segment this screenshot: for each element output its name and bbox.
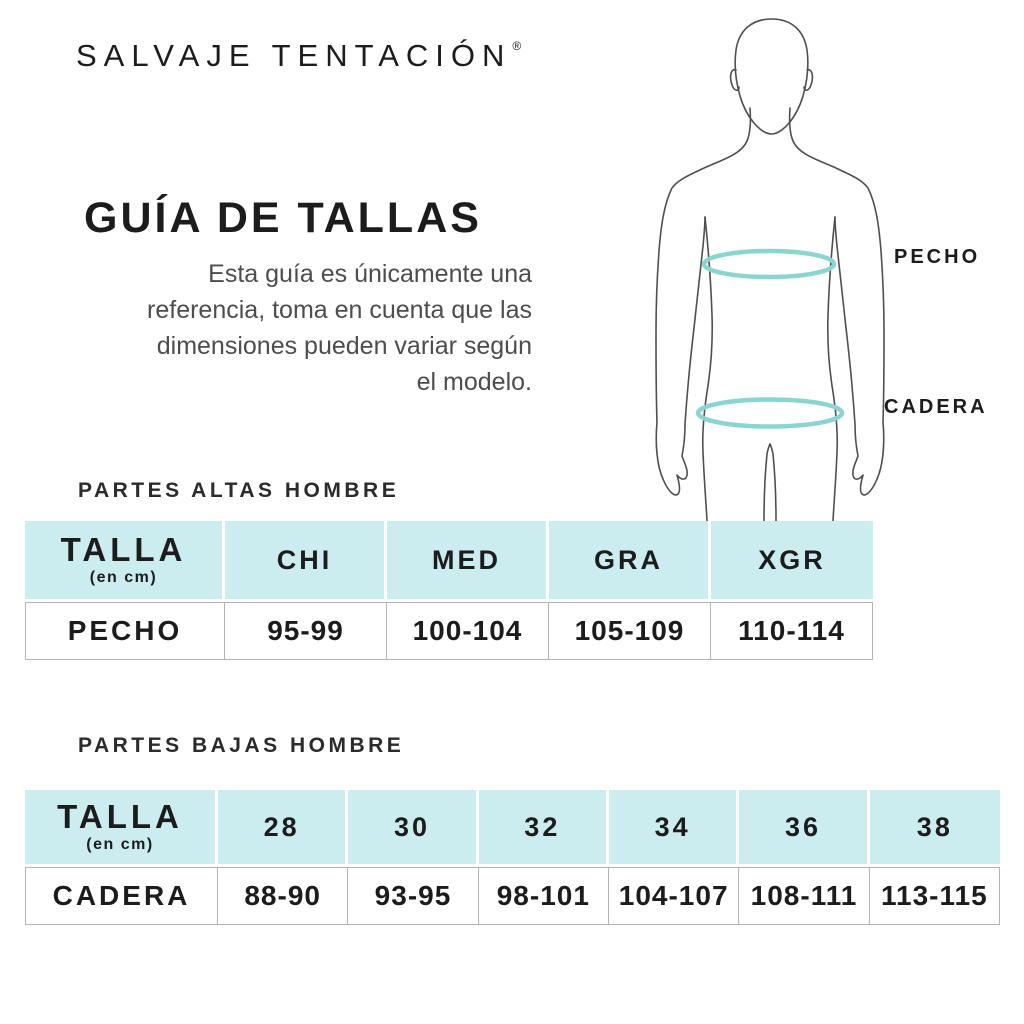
bottoms-header-cell-size: 36 <box>739 790 869 864</box>
tops-header-cell-size: GRA <box>549 521 711 599</box>
bottoms-header-cell-talla <box>25 790 218 864</box>
chest-measure-label: PECHO <box>894 246 981 268</box>
tops-value-cell: 110-114 <box>711 602 873 660</box>
tops-value-cell: 105-109 <box>549 602 711 660</box>
bottoms-value-cell: 104-107 <box>609 867 739 925</box>
tops-value-cell: 100-104 <box>387 602 549 660</box>
brand-logo <box>76 38 521 74</box>
bottoms-value-cell: 88-90 <box>218 867 348 925</box>
bottoms-value-cell: 93-95 <box>348 867 478 925</box>
talla-label: TALLA <box>57 797 183 835</box>
bottoms-value-cell: 108-111 <box>739 867 869 925</box>
tops-row-label-cell: PECHO <box>25 602 225 660</box>
bottoms-value-cell: 113-115 <box>870 867 1000 925</box>
tops-header-cell-size: XGR <box>711 521 873 599</box>
talla-unit-label: (en cm) <box>86 836 154 854</box>
head-outline <box>735 19 808 134</box>
tops-size-table <box>25 521 873 660</box>
bottoms-size-table <box>25 790 1000 925</box>
bottoms-header-cell-size: 38 <box>870 790 1000 864</box>
intro-description <box>48 256 532 400</box>
section-title-tops: PARTES ALTAS HOMBRE <box>78 479 400 502</box>
registered-mark: ® <box>512 39 522 53</box>
tops-value-cell: 95-99 <box>225 602 387 660</box>
hip-measure-line <box>698 400 842 427</box>
tops-header-cell-size: MED <box>387 521 549 599</box>
bottoms-header-cell-size: 28 <box>218 790 348 864</box>
chest-measure-line <box>704 251 834 277</box>
brand-name: SALVAJE TENTACIÓN <box>76 38 512 73</box>
description-line: referencia, toma en cuenta que las <box>147 296 532 324</box>
bottoms-value-cell: 98-101 <box>479 867 609 925</box>
description-line: dimensiones pueden variar según <box>156 332 532 360</box>
talla-label: TALLA <box>60 530 187 568</box>
section-title-bottoms: PARTES BAJAS HOMBRE <box>78 734 405 757</box>
bottoms-header-cell-size: 34 <box>609 790 739 864</box>
bottoms-header-cell-size: 32 <box>479 790 609 864</box>
page-title: GUÍA DE TALLAS <box>84 194 482 242</box>
description-line: el modelo. <box>416 368 532 396</box>
hip-measure-label: CADERA <box>884 396 988 418</box>
inner-legs-outline <box>764 444 776 521</box>
talla-unit-label: (en cm) <box>89 569 158 587</box>
tops-header-cell-size: CHI <box>225 521 387 599</box>
bottoms-header-cell-size: 30 <box>348 790 478 864</box>
tops-header-cell-talla <box>25 521 225 599</box>
description-line: Esta guía es únicamente una <box>208 260 532 288</box>
bottoms-row-label-cell: CADERA <box>25 867 218 925</box>
